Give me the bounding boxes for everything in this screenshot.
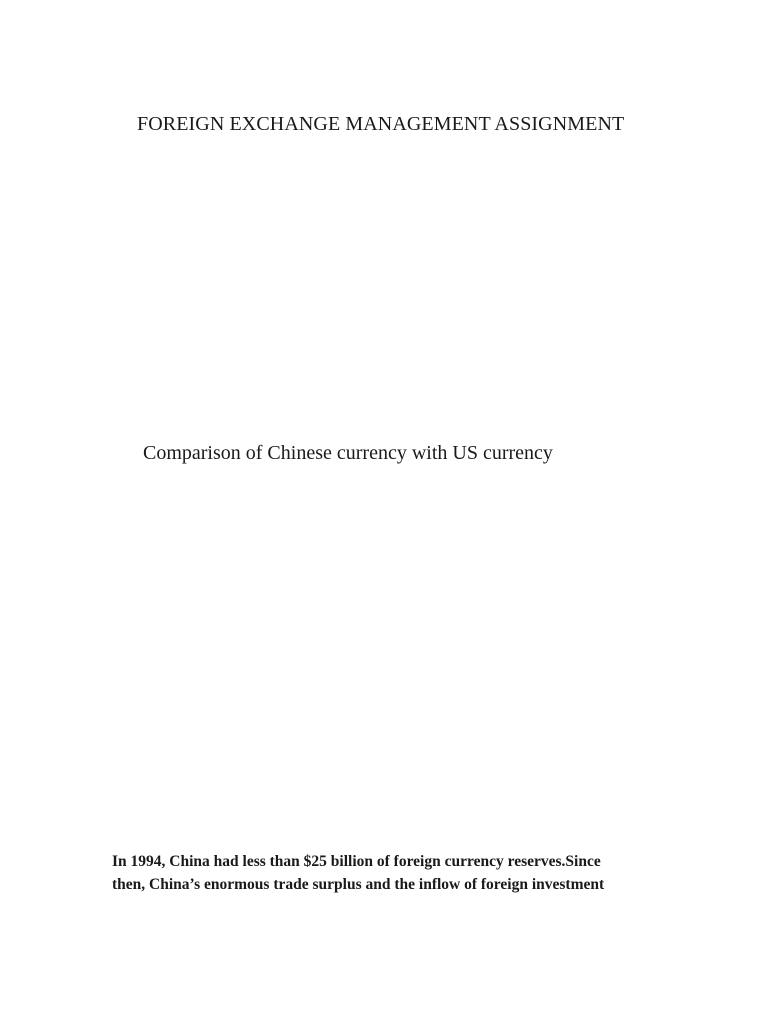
- body-paragraph: [112, 850, 652, 896]
- body-line: then, China’s enormous trade surplus and the inflow of foreign investment: [112, 876, 605, 893]
- document-subtitle: Comparison of Chinese currency with US currency: [143, 442, 553, 464]
- document-title: FOREIGN EXCHANGE MANAGEMENT ASSIGNMENT: [137, 113, 625, 135]
- body-line: In 1994, China had less than $25 billion of foreign currency reserves.Since: [112, 853, 601, 870]
